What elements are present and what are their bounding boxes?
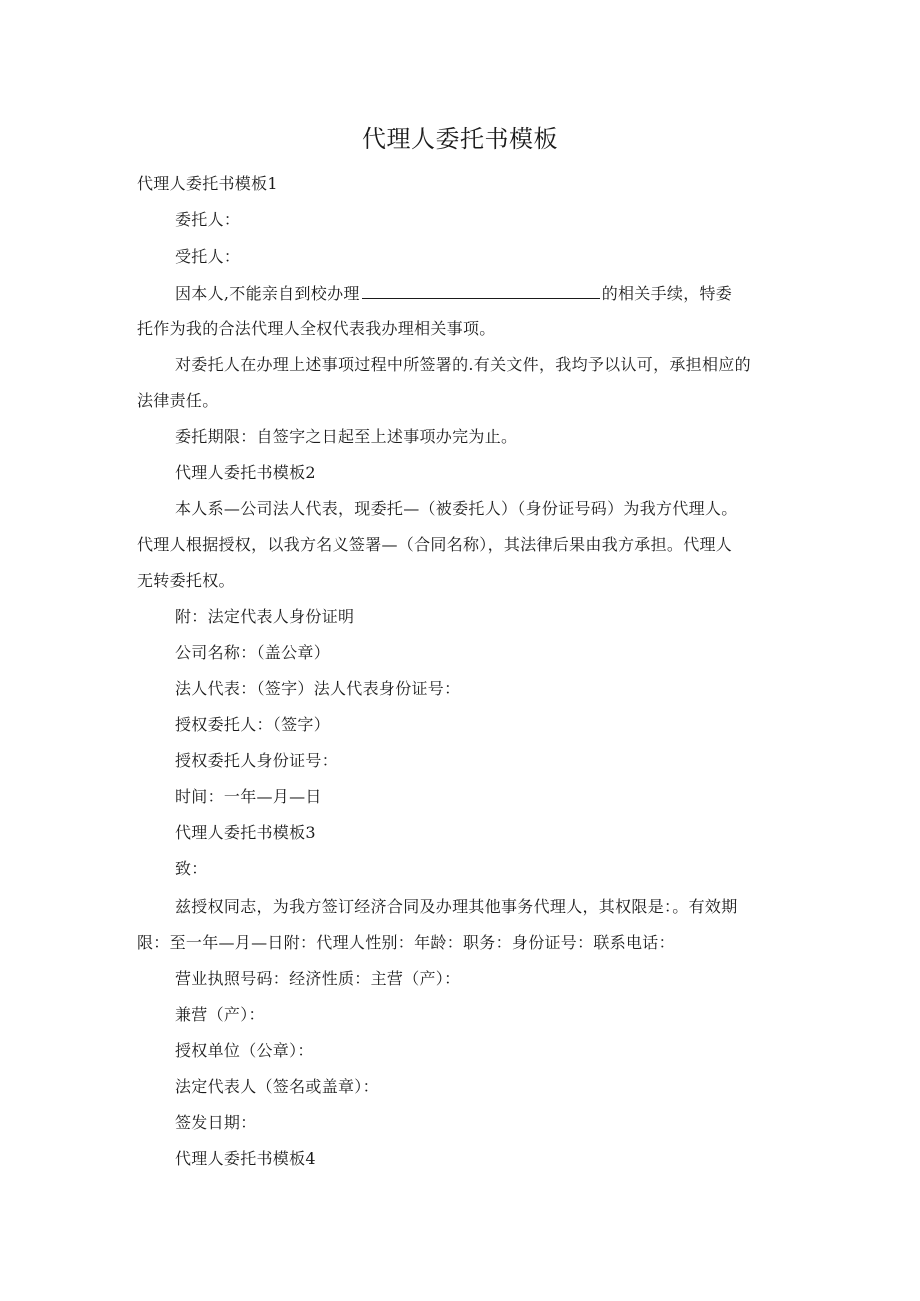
- entruster-line: 委托人：: [175, 210, 241, 229]
- date-line: 时间：一年—月—日: [175, 787, 322, 806]
- fill-in-blank: [362, 282, 600, 299]
- template-1-paragraph-1-line-2: 托作为我的合法代理人全权代表我办理相关事项。: [137, 319, 496, 338]
- entrust-period: 委托期限：自签字之日起至上述事项办完为止。: [175, 427, 518, 446]
- template-1-heading: 代理人委托书模板1: [137, 174, 278, 193]
- template-3-heading: 代理人委托书模板3: [175, 823, 316, 842]
- template-2-paragraph-line-3: 无转委托权。: [137, 571, 235, 590]
- authorized-agent-id-line: 授权委托人身份证号：: [175, 751, 339, 770]
- template-1-paragraph-2-line-1: 对委托人在办理上述事项过程中所签署的.有关文件，我均予以认可，承担相应的: [175, 355, 751, 374]
- paragraph-text: 因本人,不能亲自到校办理: [175, 284, 360, 303]
- template-1-paragraph-2-line-2: 法律责任。: [137, 391, 219, 410]
- side-business-line: 兼营（产）：: [175, 1005, 265, 1024]
- template-2-paragraph-line-2: 代理人根据授权，以我方名义签署—（合同名称），其法律后果由我方承担。代理人: [137, 535, 733, 554]
- authorized-agent-line: 授权委托人：（签字）: [175, 715, 331, 734]
- addressee-line: 致：: [175, 859, 208, 878]
- legal-representative-line: 法定代表人（签名或盖章）：: [175, 1077, 379, 1096]
- template-2-paragraph-line-1: 本人系—公司法人代表，现委托—（被委托人）（身份证号码）为我方代理人。: [175, 499, 738, 518]
- paragraph-text: 的相关手续，特委: [601, 284, 733, 303]
- attachment-line: 附：法定代表人身份证明: [175, 607, 355, 626]
- business-license-line: 营业执照号码：经济性质：主营（产）：: [175, 969, 461, 988]
- issue-date-line: 签发日期：: [175, 1113, 257, 1132]
- trustee-line: 受托人：: [175, 247, 241, 266]
- template-3-paragraph-line-2: 限：至一年—月—日附：代理人性别：年龄：职务：身份证号：联系电话：: [137, 933, 675, 952]
- template-2-heading: 代理人委托书模板2: [175, 463, 316, 482]
- document-title: 代理人委托书模板: [362, 125, 558, 153]
- template-3-paragraph-line-1: 兹授权同志，为我方签订经济合同及办理其他事务代理人，其权限是：。有效期: [175, 897, 738, 916]
- template-4-heading: 代理人委托书模板4: [175, 1149, 316, 1168]
- authorizing-unit-line: 授权单位（公章）：: [175, 1041, 314, 1060]
- template-1-paragraph-1-line-1: [175, 282, 732, 305]
- company-name-line: 公司名称：（盖公章）: [175, 643, 331, 662]
- legal-rep-line: 法人代表：（签字）法人代表身份证号：: [175, 679, 461, 698]
